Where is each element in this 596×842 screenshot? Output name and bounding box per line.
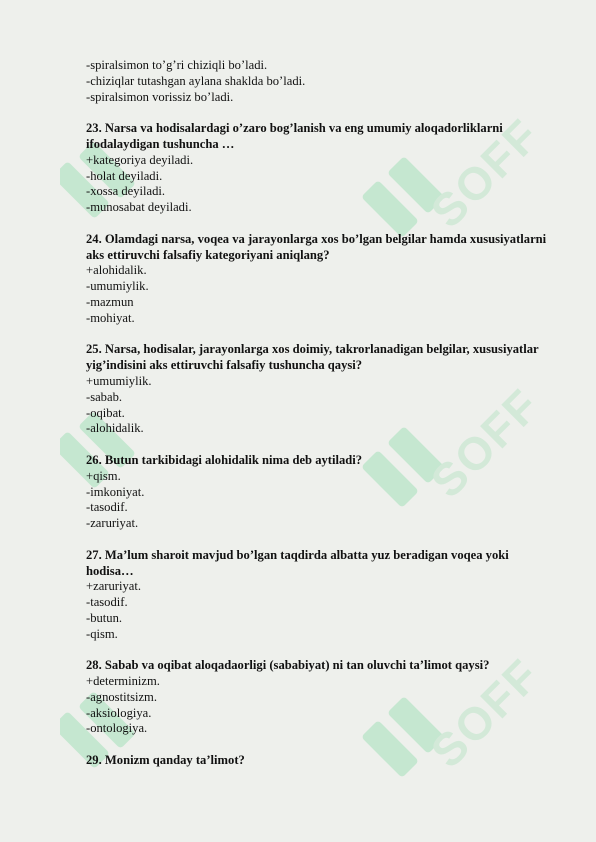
test-content	[86, 58, 556, 769]
option: -mohiyat.	[86, 310, 135, 325]
option: -ontologiya.	[86, 721, 148, 736]
option: -alohidalik.	[86, 421, 144, 436]
option: -sabab.	[86, 389, 123, 404]
option: -oqibat.	[86, 405, 125, 420]
option: -agnostitsizm.	[86, 689, 158, 704]
watermark-text: SOFF	[420, 378, 550, 508]
watermark-text: SOFF	[420, 108, 550, 238]
option: -mazmun	[86, 294, 134, 309]
option: -spiralsimon to’g’ri chiziqli bo’ladi.	[86, 58, 268, 72]
option-correct: +determinizm.	[86, 674, 160, 689]
option: -chiziqlar tutashgan aylana shakldа bo’ladi.	[86, 73, 306, 88]
option-correct: +alohidalik.	[86, 263, 147, 278]
option: -holat deyiladi.	[86, 168, 163, 183]
option: -umumiylik.	[86, 279, 149, 294]
option: -tasodif.	[86, 500, 128, 515]
question-26: 26. Butun tarkibidagi alohidalik nima deb aytiladi?	[86, 452, 363, 467]
option: -qism.	[86, 626, 118, 641]
option-correct: +umumiylik.	[86, 373, 152, 388]
question-29: 29. Monizm qanday ta’limot?	[86, 753, 245, 768]
question-25: 25. Narsa, hodisalar, jarayonlarga xos doimiy, takrorlanadigan belgilar, xususiyatlar yig’indisini aks ettiruvchi falsafiy tushuncha qaysi?	[86, 342, 539, 373]
question-28: 28. Sabab va oqibat aloqadaorligi (sababiyat) ni tan oluvchi ta’limot qaysi?	[86, 658, 490, 673]
option: -munosabat deyiladi.	[86, 200, 192, 215]
option-correct: +kategoriya deyiladi.	[86, 152, 194, 167]
option: -xossa deyiladi.	[86, 184, 166, 199]
option: -tasodif.	[86, 595, 128, 610]
option-correct: +zaruriyat.	[86, 579, 141, 594]
option: -aksiologiya.	[86, 705, 152, 720]
option: -butun.	[86, 610, 123, 625]
watermark-text: SOFF	[420, 648, 550, 778]
question-24: 24. Olamdagi narsa, voqea va jarayonlarga xos bo’lgan belgilar hamda xususiyatlarni aks ettiruvchi falsafiy kategoriyani aniqlang?	[86, 231, 547, 262]
option-correct: +qism.	[86, 468, 121, 483]
question-23: 23. Narsa va hodisalardagi o’zaro bog’lanish va eng umumiy aloqadorliklarni ifodalaydigan tushuncha …	[86, 121, 503, 151]
question-27: 27. Ma’lum sharoit mavjud bo’lgan taqdirda albatta yuz beradigan voqea yoki hodisa…	[86, 547, 509, 578]
option: -imkoniyat.	[86, 484, 145, 499]
option: -zaruriyat.	[86, 516, 139, 531]
option: -spiralsimon vorissiz bo’ladi.	[86, 89, 234, 104]
